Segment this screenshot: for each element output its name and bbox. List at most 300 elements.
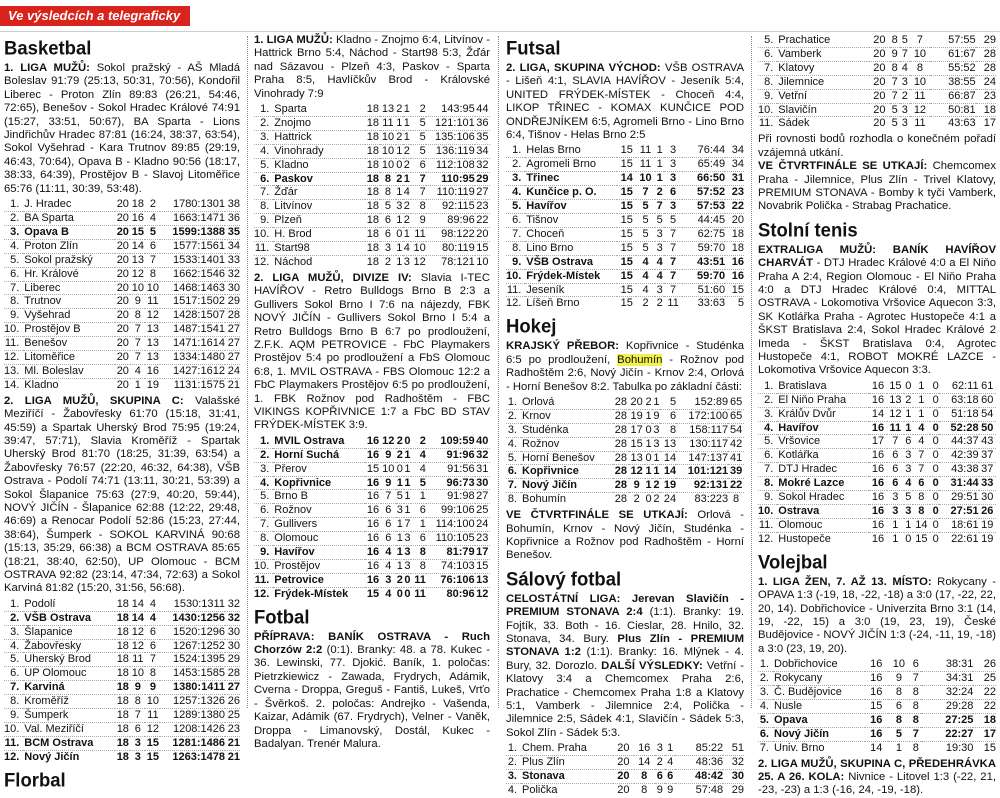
- table-cell: 61:67: [930, 47, 976, 61]
- table-cell: 1: [913, 393, 930, 407]
- table-cell: 74:103: [426, 559, 475, 573]
- table-cell: 7: [381, 490, 396, 504]
- table-cell: 4: [913, 435, 930, 449]
- table-cell: 4: [656, 269, 663, 282]
- table-row: [254, 186, 490, 200]
- team-name: Karviná: [23, 681, 115, 695]
- table-cell: 18: [116, 639, 129, 652]
- table-cell: 16: [871, 379, 885, 392]
- table-cell: 7.: [758, 463, 777, 477]
- table-cell: 29: [476, 172, 489, 185]
- table-cell: 18: [116, 597, 129, 610]
- table-cell: 20: [869, 61, 889, 75]
- team-name: Dobřichovice: [774, 658, 838, 671]
- table-cell: 2: [396, 434, 403, 447]
- table-cell: 3: [901, 75, 908, 88]
- team-name: Trutnov: [23, 295, 115, 309]
- table-cell: 28: [225, 309, 240, 323]
- table-cell: 19: [630, 409, 643, 422]
- table-cell: 5.: [506, 200, 525, 214]
- table-cell: 18: [116, 736, 129, 749]
- team-name: Žabovřesky: [23, 639, 115, 653]
- table-cell: 0: [645, 423, 652, 436]
- table-cell: 20: [116, 267, 129, 280]
- table-cell: 20: [613, 770, 634, 784]
- table-row: [254, 200, 490, 214]
- column-divider: [247, 36, 248, 708]
- table-cell: 18: [116, 750, 129, 763]
- team-name: Slavičín: [777, 103, 869, 117]
- team-name: Olomouc: [777, 518, 869, 532]
- table-cell: 19: [660, 479, 676, 493]
- table-cell: 4: [381, 559, 396, 573]
- table-cell: 15: [620, 144, 633, 157]
- table-cell: 17: [869, 435, 886, 449]
- table-cell: 1533:1401: [160, 253, 225, 267]
- table-cell: 8: [910, 741, 921, 754]
- table-cell: 6: [145, 639, 160, 653]
- table-row: [4, 351, 240, 365]
- team-name: UP Olomouc: [23, 667, 115, 681]
- table-row: [758, 449, 996, 463]
- table-cell: 6: [411, 532, 426, 546]
- table-cell: 52:28: [939, 421, 979, 435]
- table-cell: 8: [411, 200, 426, 214]
- table-cell: 3: [381, 573, 396, 587]
- table-cell: 38: [227, 198, 240, 211]
- table-cell: 8: [130, 309, 145, 323]
- table-cell: 23: [725, 186, 744, 200]
- table-cell: 0: [930, 477, 939, 491]
- table-cell: 11: [636, 158, 655, 172]
- table-cell: 6: [887, 449, 904, 463]
- table-cell: 15: [617, 158, 636, 172]
- table-cell: 6: [913, 477, 930, 491]
- table-cell: 16: [869, 421, 886, 435]
- table-cell: 16: [725, 255, 744, 269]
- table-cell: 30: [476, 476, 489, 489]
- column-3: [506, 32, 745, 796]
- team-name: Litvínov: [273, 200, 365, 214]
- table-cell: 1428:1507: [160, 309, 225, 323]
- team-name: Kopřivnice: [521, 465, 613, 479]
- table-cell: 1: [411, 490, 426, 504]
- team-name: Kladno: [273, 158, 365, 172]
- table-cell: 23: [476, 532, 489, 545]
- table-cell: 6: [381, 532, 396, 546]
- table-cell: 4: [403, 242, 410, 255]
- team-name: Kopřivnice: [273, 476, 365, 490]
- results-paragraph: KRAJSKÝ PŘEBOR: Kopřivnice - Studénka 6:5 po prodloužení, Bohumín - Rožnov pod Radhoštěm 2:6, Nový Jičín - Krnov 2:4, Orlová - Horní Benešov 8:2. Tabulka po základní části:: [506, 340, 744, 393]
- table-cell: 3.: [506, 770, 521, 784]
- table-cell: 0: [404, 573, 411, 586]
- results-paragraph: 1. LIGA MUŽŮ: Kladno - Znojmo 6:4, Litvínov - Hattrick Brno 5:4, Náchod - Start98 5:3, Žďár nad Sázavou - Plzeň 4:3, Paskov - Sparta Praha 8:5, Havlíčkův Brod - Královské Vinohrady 7:9: [254, 34, 490, 100]
- table-cell: 7: [664, 283, 682, 297]
- table-cell: 10.: [254, 559, 273, 573]
- table-row: [506, 784, 744, 797]
- table-cell: 15: [617, 297, 636, 310]
- table-cell: 1289:1380: [160, 709, 225, 723]
- table-cell: 8: [411, 559, 426, 573]
- table-cell: 4.: [506, 186, 525, 200]
- table-cell: 2: [901, 89, 908, 102]
- team-name: Vamberk: [777, 47, 869, 61]
- table-cell: 91:98: [426, 490, 475, 504]
- heading-volleyball: Volejbal: [758, 550, 828, 573]
- table-row: [758, 685, 996, 699]
- table-row: [506, 409, 744, 423]
- table-cell: 7.: [254, 518, 273, 532]
- team-name: Orlová: [522, 395, 555, 408]
- table-cell: 0: [930, 532, 939, 545]
- table-cell: 28: [614, 395, 628, 408]
- table-cell: 10: [910, 47, 930, 61]
- team-name: Hustopeče: [777, 532, 869, 545]
- table-row: [506, 227, 744, 241]
- table-cell: 14: [131, 239, 144, 252]
- table-cell: 3: [396, 504, 403, 517]
- table-row: [506, 396, 744, 409]
- table-cell: 51:18: [939, 407, 979, 421]
- table-cell: 20: [725, 213, 744, 227]
- team-name: Nový Jičín: [23, 750, 115, 763]
- table-cell: 15: [366, 587, 380, 600]
- table-cell: 2.: [254, 448, 273, 462]
- table-cell: 7: [656, 200, 663, 213]
- table-cell: 33: [979, 477, 996, 491]
- table-cell: 6: [411, 158, 426, 172]
- table-cell: 30: [723, 770, 744, 784]
- table-cell: 121:101: [426, 116, 475, 130]
- table-cell: 28: [614, 493, 628, 506]
- table-cell: 8: [910, 713, 921, 727]
- table-cell: 10: [381, 144, 395, 157]
- table-cell: 8: [145, 267, 160, 281]
- table-cell: 15: [617, 255, 636, 269]
- table-cell: 44:45: [682, 213, 725, 227]
- table-cell: 31: [725, 172, 744, 186]
- table-cell: 15: [131, 225, 144, 238]
- table-cell: 29:28: [921, 699, 973, 713]
- table-cell: 7.: [254, 186, 273, 200]
- table-cell: 8: [634, 784, 655, 797]
- table-cell: 98:122: [426, 228, 475, 242]
- table-row: [254, 103, 490, 116]
- team-name: Sokol pražský: [23, 253, 115, 267]
- table-cell: 16: [366, 434, 380, 447]
- table-cell: 14: [865, 741, 888, 754]
- team-name: Vetřní: [777, 89, 869, 103]
- table-row: [4, 736, 240, 750]
- table-cell: 3.: [254, 130, 273, 144]
- table-cell: 1: [411, 518, 426, 532]
- table-cell: 8: [728, 493, 744, 506]
- table-cell: 18: [366, 172, 379, 185]
- team-name: Frýdek-Místek: [525, 269, 617, 283]
- table-cell: 16: [869, 518, 886, 532]
- team-name: Třinec: [525, 172, 617, 186]
- table-cell: 9.: [254, 214, 273, 228]
- table-cell: 7: [910, 727, 921, 741]
- table-cell: 20: [869, 75, 889, 89]
- table-cell: 7.: [506, 227, 525, 241]
- table-cell: 7: [664, 227, 682, 241]
- table-cell: 44:37: [939, 435, 979, 449]
- team-name: Horní Suchá: [273, 448, 365, 462]
- table-row: [758, 75, 996, 89]
- table-cell: 9: [888, 672, 911, 686]
- table-cell: 10: [411, 242, 426, 256]
- team-name: Opava: [773, 713, 865, 727]
- table-cell: 10.: [758, 505, 777, 519]
- table-cell: 1524:1395: [160, 653, 225, 667]
- table-cell: 11: [147, 295, 159, 308]
- table-cell: 6: [912, 658, 919, 671]
- table-row: [4, 378, 240, 391]
- table-row: [758, 421, 996, 435]
- table-cell: 4.: [506, 437, 521, 451]
- table-cell: 1: [403, 130, 410, 143]
- table-cell: 5: [380, 200, 395, 214]
- table-cell: 1: [404, 476, 411, 489]
- team-name: Start98: [273, 242, 365, 256]
- table-cell: 34: [476, 144, 489, 157]
- table-row: [4, 681, 240, 695]
- team-name: Č. Budějovice: [773, 685, 865, 699]
- table-cell: 24: [476, 518, 489, 531]
- table-cell: 4: [905, 477, 912, 490]
- table-cell: 1: [396, 144, 403, 157]
- table-row: [254, 435, 490, 448]
- table-cell: 0: [930, 393, 939, 407]
- table-cell: 10.: [506, 269, 525, 283]
- table-cell: 1517:1502: [160, 295, 225, 309]
- table-cell: 3: [664, 172, 682, 186]
- table-cell: 6: [887, 477, 904, 491]
- team-name: Znojmo: [273, 116, 365, 130]
- table-cell: 33:63: [682, 297, 725, 310]
- table-cell: 114:100: [426, 518, 475, 532]
- table-cell: 4.: [4, 639, 23, 653]
- table-cell: 7: [664, 241, 682, 255]
- table-row: [4, 225, 240, 239]
- table-cell: 1: [918, 379, 925, 392]
- table-cell: 1: [396, 476, 403, 489]
- table-cell: 32:24: [921, 685, 973, 699]
- table-cell: 66:50: [682, 172, 725, 186]
- table-row: [254, 518, 490, 532]
- standings-table: [4, 198, 240, 392]
- table-cell: 34: [731, 144, 744, 157]
- table-cell: 1: [645, 409, 652, 422]
- table-cell: 31: [476, 462, 489, 475]
- table-row: [254, 172, 490, 186]
- table-row: [758, 477, 996, 491]
- table-cell: 19: [979, 532, 996, 545]
- table-cell: 9: [411, 214, 426, 228]
- table-cell: 91:96: [426, 448, 475, 462]
- table-cell: 15: [476, 559, 489, 572]
- table-cell: 6.: [4, 667, 23, 681]
- table-cell: 62:11: [951, 379, 979, 392]
- team-name: Agromeli Brno: [525, 158, 617, 172]
- table-cell: 13: [887, 393, 904, 407]
- team-name: Kladno: [23, 378, 115, 391]
- table-cell: 5.: [254, 158, 273, 172]
- table-cell: 5: [145, 225, 160, 239]
- table-row: [4, 750, 240, 763]
- team-name: Choceň: [525, 227, 617, 241]
- table-cell: 2.: [4, 611, 23, 625]
- table-cell: 36: [225, 211, 240, 225]
- table-cell: 14: [660, 451, 676, 465]
- table-cell: 16: [146, 364, 159, 377]
- table-cell: 2: [653, 493, 660, 506]
- table-cell: 57:55: [948, 34, 976, 46]
- team-name: Nový Jičín: [521, 479, 613, 493]
- table-cell: 27:51: [939, 505, 979, 519]
- table-cell: 14: [131, 611, 144, 624]
- table-row: [758, 380, 996, 393]
- table-cell: 8: [660, 423, 676, 437]
- table-cell: 8: [913, 505, 930, 519]
- team-name: Sádek: [777, 117, 869, 130]
- standings-table: [758, 34, 996, 130]
- table-cell: 3: [130, 750, 145, 763]
- table-cell: 27:25: [921, 713, 973, 727]
- table-cell: 18: [366, 144, 379, 157]
- team-name: Hr. Králové: [23, 267, 115, 281]
- table-cell: 23: [476, 200, 489, 213]
- team-name: Šlapanice: [23, 625, 115, 639]
- table-cell: 54: [979, 407, 996, 421]
- results-paragraph: VE ČTVRTFINÁLE SE UTKAJÍ: Chemcomex Praha - Jilemnice, Plus Zlín - Trivel Klatovy, PREMIUM STONAVA - Bomby k tyči Vamberk, Novabrik Polička - Strabag Prachatice.: [758, 160, 996, 213]
- table-cell: 14: [131, 597, 144, 610]
- table-cell: 8.: [506, 493, 521, 506]
- table-cell: 5: [656, 213, 663, 226]
- table-cell: 12: [146, 723, 159, 735]
- table-cell: 28: [614, 409, 628, 422]
- table-cell: 3: [130, 736, 145, 750]
- table-cell: 32: [476, 158, 489, 171]
- table-cell: 13: [630, 451, 643, 464]
- table-row: [758, 727, 996, 741]
- table-cell: 42:39: [939, 449, 979, 463]
- table-cell: 78:121: [426, 256, 475, 269]
- table-cell: 37: [979, 449, 996, 463]
- table-cell: 12.: [4, 750, 23, 763]
- table-cell: 15: [973, 741, 996, 754]
- table-cell: 2: [403, 214, 410, 227]
- team-name: Plzeň: [273, 214, 365, 228]
- table-cell: 15: [865, 699, 888, 713]
- table-cell: 3: [664, 158, 682, 172]
- table-cell: 2: [629, 493, 645, 506]
- table-cell: 59:70: [682, 269, 725, 283]
- table-cell: 1: [404, 504, 411, 517]
- table-cell: 12: [382, 434, 395, 447]
- table-cell: 1: [396, 186, 403, 199]
- table-cell: 3.: [4, 625, 23, 639]
- table-cell: 2: [653, 479, 660, 492]
- table-cell: 1: [404, 462, 411, 475]
- table-cell: 10: [381, 130, 395, 143]
- table-cell: 4: [656, 255, 663, 268]
- results-paragraph: 1. LIGA MUŽŮ: Sokol pražský - AŠ Mladá Boleslav 91:79 (25:13, 50:31, 70:56), Kondořil Liberec - Proton Zlín 89:83 (26:21, 54:46, 72:65), Benešov - Sokol Hradec Králové 74:91 (15:27, 33:51, 50:67), BA Sparta - Lions Jindřichův Hradec 87:81 (16:24, 38:37, 63:54), Sokol Vyšehrad - Kara Trutnov 89:85 (29:19, 46:43, 70:64), Opava B - Kladno 90:56 (18:17, 38:33, 64:39), Prostějov B - Slavoj Litoměřice 65:76 (11:11, 30:39, 53:48).: [4, 62, 240, 195]
- table-cell: 26: [225, 695, 240, 709]
- table-cell: 19: [146, 378, 159, 391]
- table-cell: 9: [655, 784, 665, 797]
- team-name: El Niňo Praha: [777, 393, 869, 407]
- standings-table: [758, 658, 996, 754]
- table-cell: 42: [729, 437, 743, 450]
- team-name: Benešov: [23, 337, 115, 351]
- table-cell: 18: [116, 723, 129, 735]
- table-row: [4, 198, 240, 211]
- table-cell: 2.: [506, 756, 521, 770]
- table-cell: 11: [664, 297, 682, 310]
- table-cell: 7: [913, 463, 930, 477]
- team-name: Tišnov: [525, 213, 617, 227]
- table-cell: 11: [910, 117, 930, 130]
- table-cell: 7: [404, 518, 411, 531]
- standings-table: [254, 103, 490, 269]
- table-cell: 8: [910, 61, 930, 75]
- table-cell: 2: [396, 172, 403, 185]
- table-cell: 15: [617, 241, 636, 255]
- table-cell: 6.: [506, 213, 525, 227]
- table-row: [758, 672, 996, 686]
- table-cell: 29: [723, 784, 744, 797]
- table-cell: 39: [729, 465, 743, 478]
- table-cell: 32: [227, 597, 240, 610]
- table-cell: 1: [404, 448, 411, 461]
- table-cell: 43:51: [682, 255, 725, 269]
- table-cell: 62:75: [682, 227, 725, 241]
- team-name: Nusle: [773, 699, 865, 713]
- table-cell: 7: [664, 255, 682, 269]
- table-cell: 1.: [764, 379, 774, 392]
- team-name: Univ. Brno: [773, 741, 865, 754]
- table-cell: 16: [869, 463, 886, 477]
- table-cell: 2: [396, 130, 403, 143]
- table-cell: 4: [636, 269, 655, 283]
- table-row: [506, 241, 744, 255]
- results-paragraph: VE ČTVRTFINÁLE SE UTKAJÍ: Orlová - Bohumín, Krnov - Nový Jičín, Studénka - Kopřivnice a Rožnov pod Radhoštěm - Horní Benešov.: [506, 509, 744, 562]
- table-cell: 1380:1411: [160, 681, 225, 695]
- table-cell: 11: [639, 144, 652, 157]
- table-cell: 2: [396, 103, 403, 116]
- table-cell: 2: [645, 395, 652, 408]
- table-cell: 22: [476, 214, 489, 227]
- table-cell: 8: [910, 699, 921, 713]
- table-cell: 7: [145, 253, 160, 267]
- standings-table: [506, 144, 744, 310]
- table-cell: 1530:1311: [173, 597, 225, 610]
- table-cell: 22:61: [939, 532, 979, 545]
- table-cell: 0: [930, 491, 939, 505]
- table-cell: 7: [411, 186, 426, 200]
- table-cell: 8.: [254, 200, 273, 214]
- table-cell: 20: [613, 756, 634, 770]
- table-cell: 14: [634, 756, 655, 770]
- table-cell: 3.: [758, 407, 777, 421]
- table-cell: 15: [617, 213, 636, 227]
- table-cell: 18: [366, 256, 379, 268]
- table-cell: 20: [116, 198, 129, 211]
- table-cell: 16: [865, 713, 888, 727]
- table-cell: 3.: [506, 423, 521, 437]
